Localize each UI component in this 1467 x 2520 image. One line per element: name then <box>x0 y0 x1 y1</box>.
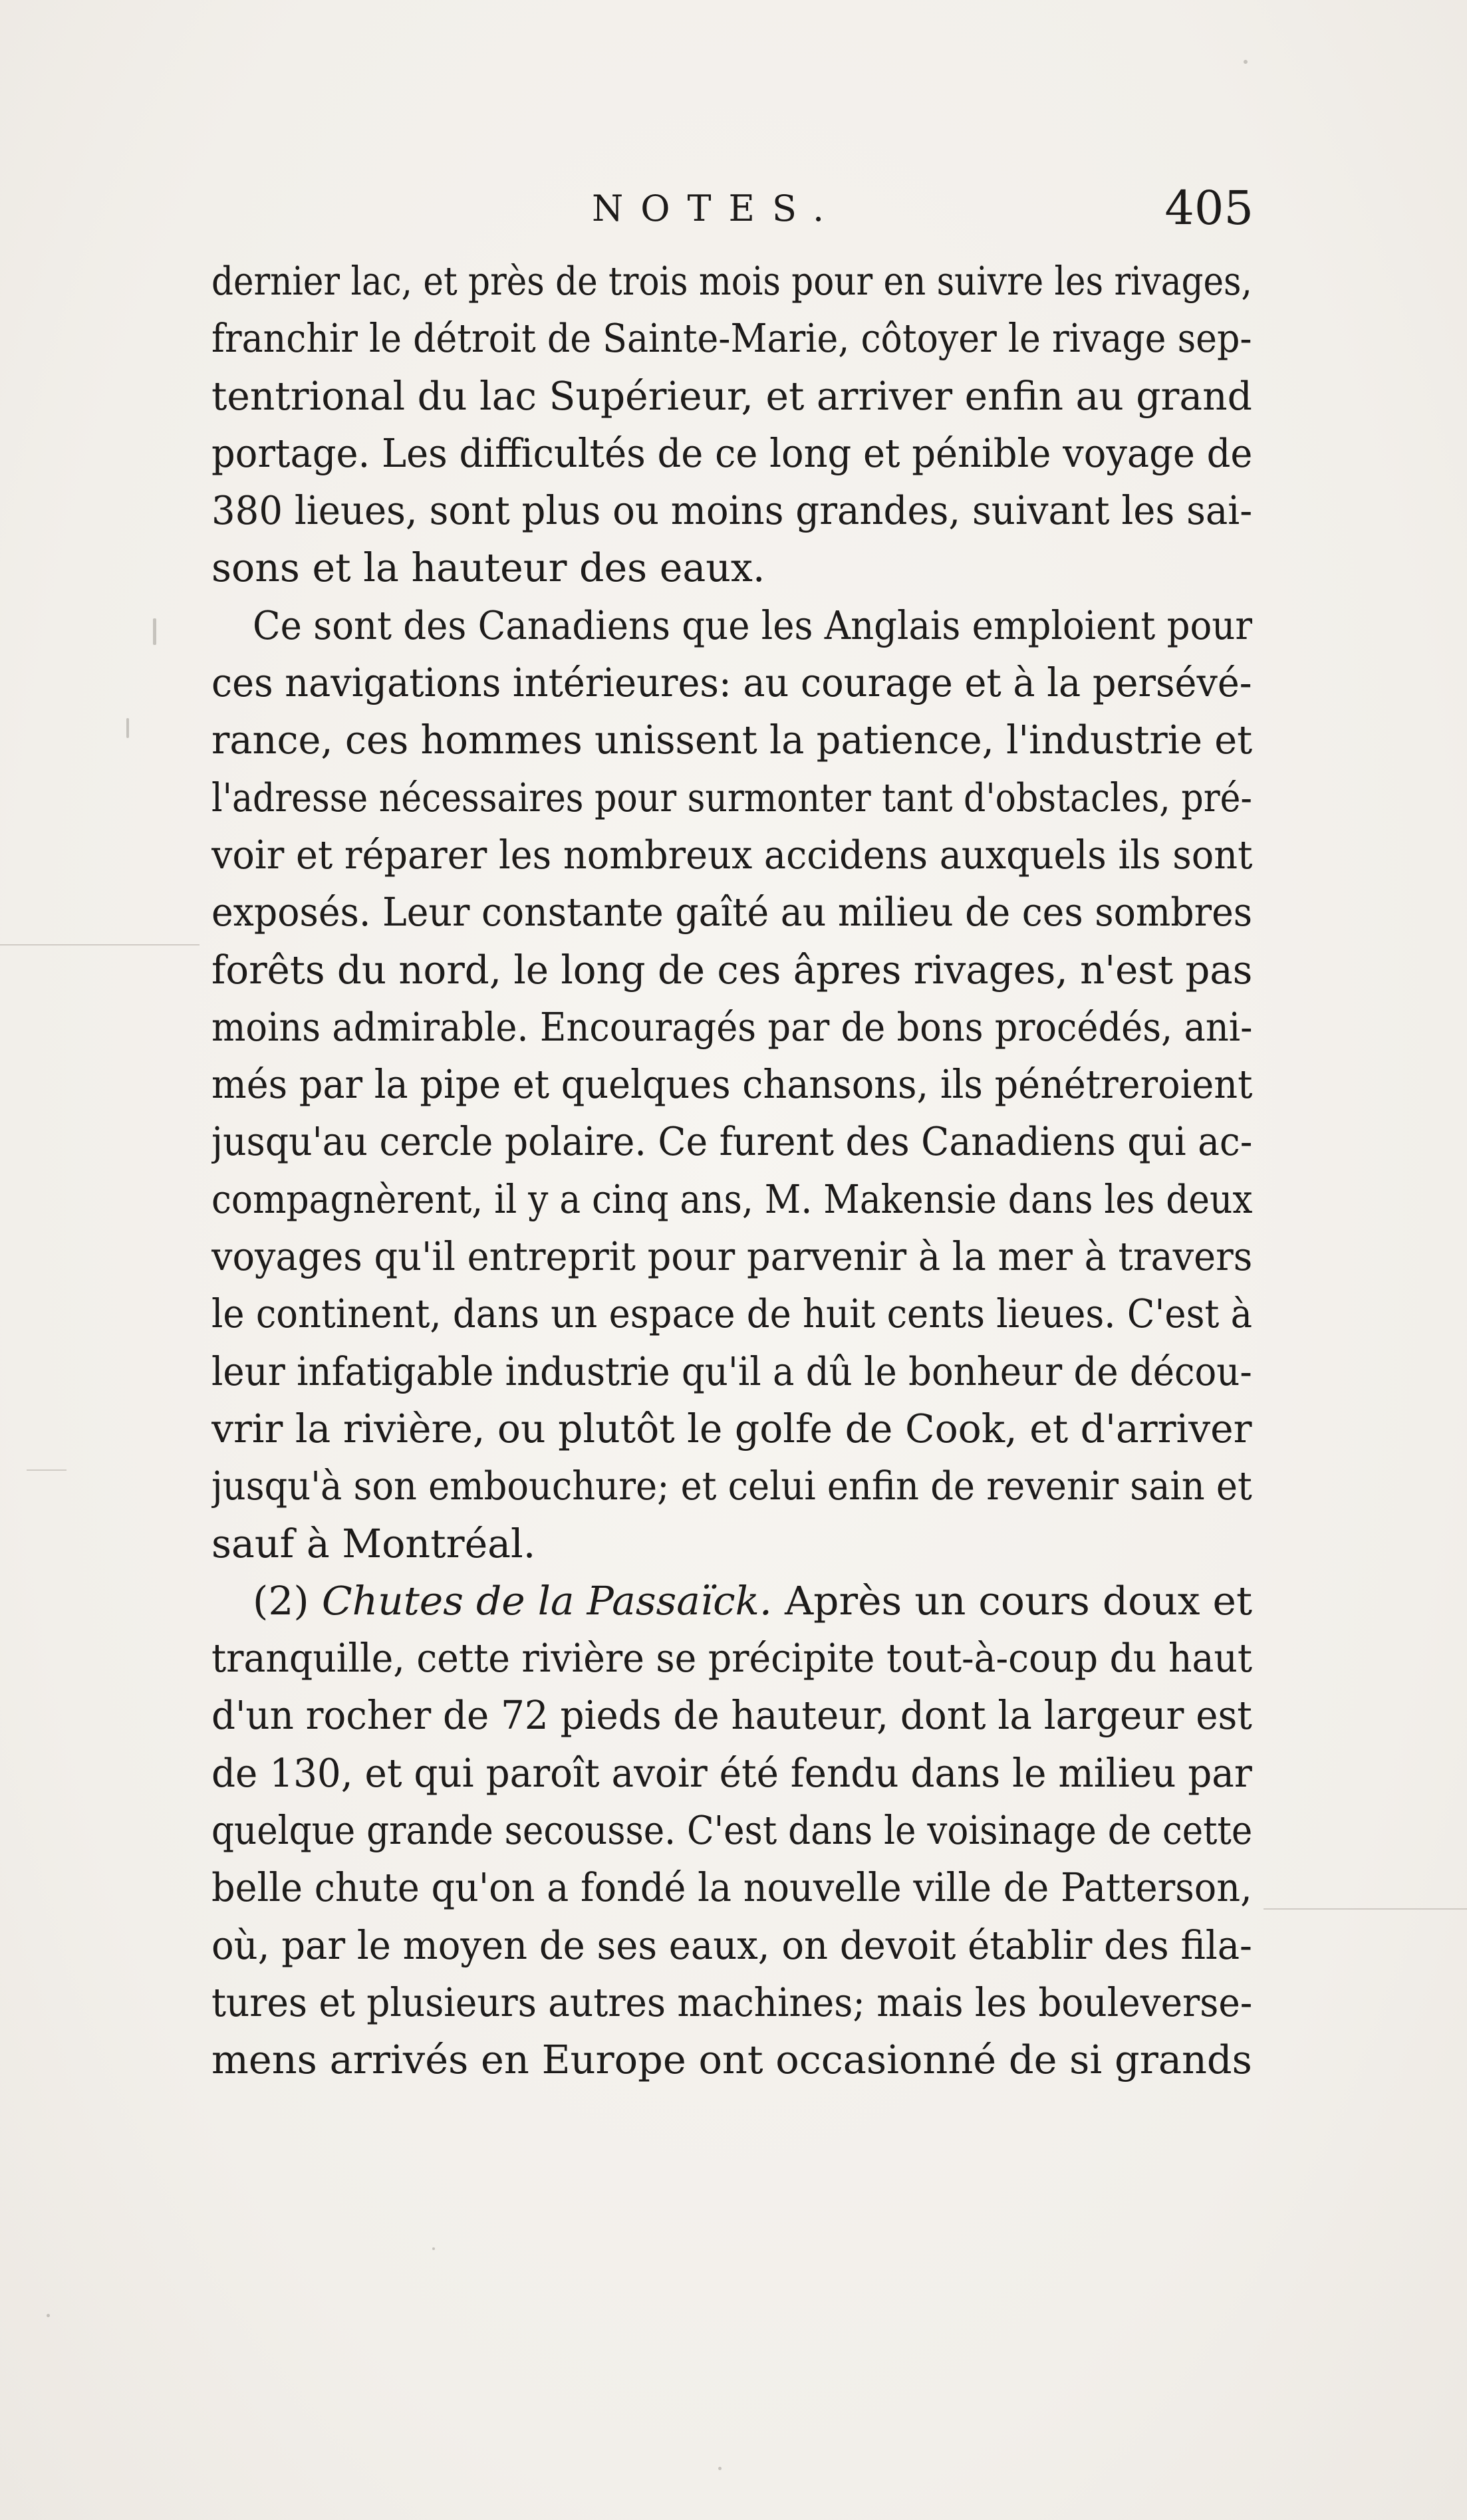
text-line: dernier lac, et près de trois mois pour en suivre les rivages, <box>211 259 1252 304</box>
text-line: quelque grande secousse. C'est dans le voisinage de cette <box>211 1808 1252 1854</box>
text-line: voir et réparer les nombreux accidens auxquels ils sont <box>211 832 1252 878</box>
note-title: Chutes de la Passaïck. <box>321 1578 772 1624</box>
text-line: tentrional du lac Supérieur, et arriver enfin au grand <box>211 373 1252 419</box>
text-line: l'adresse nécessaires pour surmonter tant d'obstacles, pré- <box>211 775 1252 820</box>
paper-speck <box>718 2467 722 2470</box>
text-line: jusqu'à son embouchure; et celui enfin de revenir sain et <box>211 1463 1252 1509</box>
page-header <box>213 181 1254 241</box>
text-line: d'un rocher de 72 pieds de hauteur, dont la largeur est <box>211 1693 1252 1739</box>
text-line: vrir la rivière, ou plutôt le golfe de Cook, et d'arriver <box>211 1406 1252 1451</box>
paper-mark <box>1264 1908 1467 1910</box>
text-line: leur infatigable industrie qu'il a dû le bonheur de décou- <box>211 1348 1252 1394</box>
text-line: le continent, dans un espace de huit cents lieues. C'est à <box>211 1291 1252 1337</box>
text-line: belle chute qu'on a fondé la nouvelle ville de Patterson, <box>211 1865 1252 1911</box>
paper-speck <box>1244 60 1248 64</box>
running-head: NOTES. <box>592 188 842 229</box>
text-line: forêts du nord, le long de ces âpres rivages, n'est pas <box>211 947 1252 993</box>
paper-speck <box>47 2314 50 2317</box>
text-line: portage. Les difficultés de ce long et pénible voyage de <box>211 430 1252 476</box>
paper-speck <box>432 2247 435 2250</box>
paragraph-start-line: Ce sont des Canadiens que les Anglais emploient pour <box>253 602 1252 648</box>
text-line: tranquille, cette rivière se précipite tout-à-coup du haut <box>211 1636 1252 1682</box>
text-line: moins admirable. Encouragés par de bons procédés, ani- <box>211 1004 1252 1050</box>
text-line: franchir le détroit de Sainte-Marie, côtoyer le rivage sep- <box>211 316 1252 362</box>
text-line: tures et plusieurs autres machines; mais les bouleverse- <box>211 1979 1252 2025</box>
paper-speck <box>126 718 129 738</box>
text-line: de 130, et qui paroît avoir été fendu dans le milieu par <box>211 1750 1252 1796</box>
text-line: exposés. Leur constante gaîté au milieu de ces sombres <box>211 890 1252 936</box>
note-number: (2) <box>253 1578 309 1624</box>
paragraph-end-line: sons et la hauteur des eaux. <box>211 545 765 591</box>
text-line: où, par le moyen de ses eaux, on devoit établir des fila- <box>211 1922 1252 1968</box>
page-number: 405 <box>1164 181 1254 235</box>
text-line: rance, ces hommes unissent la patience, l'industrie et <box>211 717 1252 763</box>
paper-mark <box>0 944 200 945</box>
text-line: compagnèrent, il y a cinq ans, M. Makensie dans les deux <box>211 1176 1252 1222</box>
text-line: 380 lieues, sont plus ou moins grandes, suivant les sai- <box>211 488 1252 534</box>
text-line: més par la pipe et quelques chansons, ils pénétreroient <box>211 1062 1252 1108</box>
text-line: jusqu'au cercle polaire. Ce furent des Canadiens qui ac- <box>211 1119 1252 1165</box>
text-line: mens arrivés en Europe ont occasionné de si grands <box>211 2037 1252 2083</box>
paper-speck <box>153 618 156 645</box>
note-heading-line <box>211 1573 1252 1630</box>
paragraph-end-line: sauf à Montréal. <box>211 1521 536 1567</box>
text-line: voyages qu'il entreprit pour parvenir à la mer à travers <box>211 1234 1252 1280</box>
text-line: ces navigations intérieures: au courage et à la persévé- <box>211 660 1252 706</box>
paper-mark <box>27 1469 67 1471</box>
body-text <box>211 253 1252 2089</box>
note-first-line: Après un cours doux et <box>784 1578 1252 1624</box>
